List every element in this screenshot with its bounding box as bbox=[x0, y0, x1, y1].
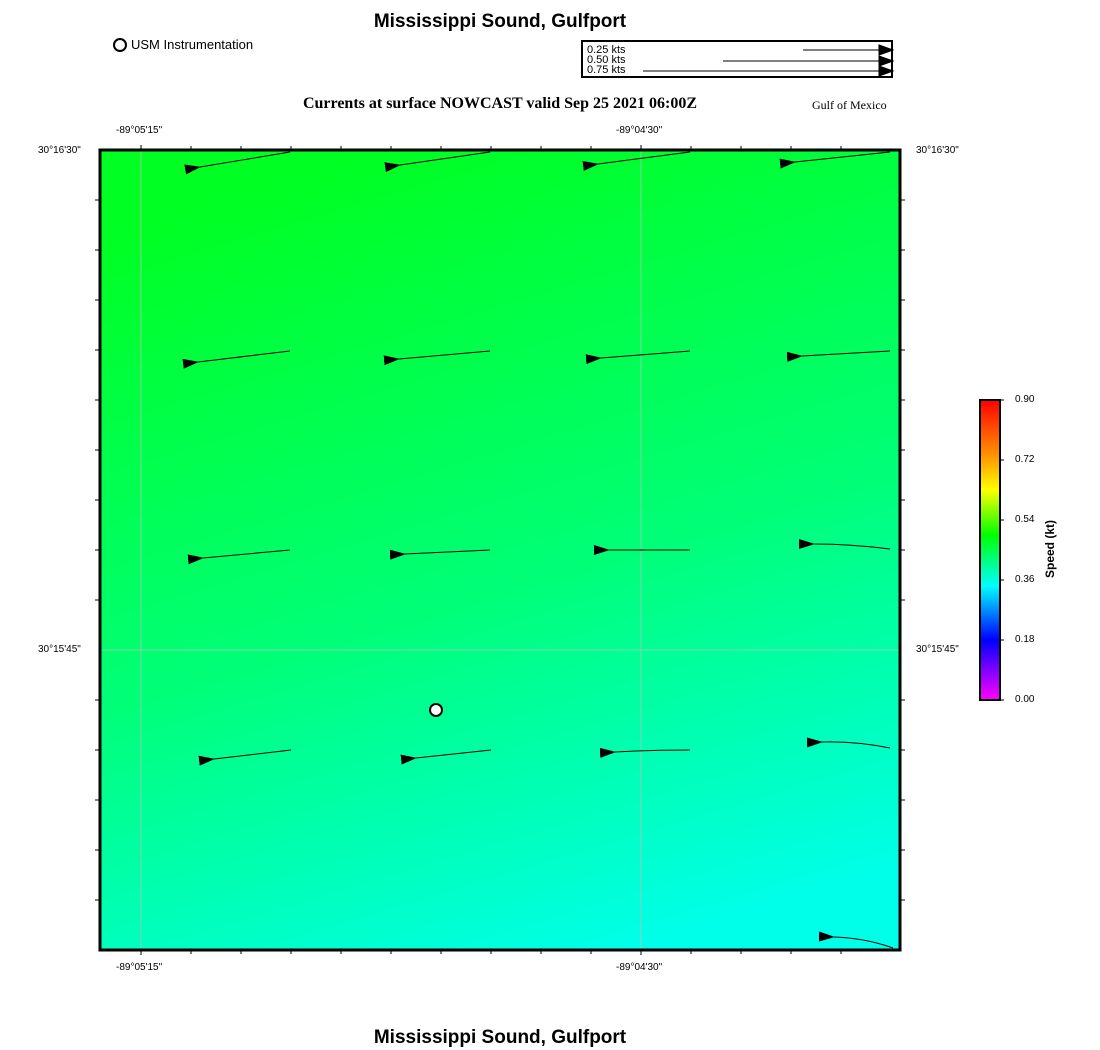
scale-label-2: 0.50 kts bbox=[587, 54, 626, 66]
lon-tick-bottom-2: -89°04'30" bbox=[616, 962, 663, 973]
colorbar-tick: 0.54 bbox=[1015, 514, 1035, 525]
map-subtitle: Currents at surface NOWCAST valid Sep 25 2021 06:00Z bbox=[302, 95, 698, 112]
colorbar-tick: 0.18 bbox=[1015, 634, 1035, 645]
lat-tick-right-1: 30°16'30" bbox=[916, 145, 959, 156]
footer-title: Mississippi Sound, Gulfport bbox=[373, 1027, 627, 1048]
lat-tick-left-2: 30°15'45" bbox=[38, 644, 81, 655]
colorbar-tick: 0.72 bbox=[1015, 454, 1035, 465]
colorbar-tick: 0.90 bbox=[1015, 394, 1035, 405]
lon-tick-top-2: -89°04'30" bbox=[616, 125, 663, 136]
region-label: Gulf of Mexico bbox=[812, 98, 887, 112]
station-marker-icon bbox=[113, 38, 127, 52]
lat-tick-left-1: 30°16'30" bbox=[38, 145, 81, 156]
current-map[interactable] bbox=[92, 145, 908, 957]
vector-scale-legend bbox=[581, 40, 893, 78]
speed-field bbox=[100, 150, 900, 950]
usm-station-marker[interactable] bbox=[430, 704, 442, 716]
lat-tick-right-2: 30°15'45" bbox=[916, 644, 959, 655]
speed-colorbar bbox=[975, 395, 1005, 705]
colorbar-title: Speed (kt) bbox=[1043, 520, 1057, 579]
lon-tick-top-1: -89°05'15" bbox=[116, 125, 163, 136]
station-legend-label: USM Instrumentation bbox=[131, 37, 254, 52]
scale-label-1: 0.25 kts bbox=[587, 44, 626, 56]
colorbar-tick: 0.36 bbox=[1015, 574, 1035, 585]
colorbar-tick: 0.00 bbox=[1015, 694, 1035, 705]
scale-arrows bbox=[583, 42, 895, 80]
page-title: Mississippi Sound, Gulfport bbox=[373, 11, 627, 32]
station-legend bbox=[113, 37, 253, 52]
lon-tick-bottom-1: -89°05'15" bbox=[116, 962, 163, 973]
scale-label-3: 0.75 kts bbox=[587, 64, 626, 76]
